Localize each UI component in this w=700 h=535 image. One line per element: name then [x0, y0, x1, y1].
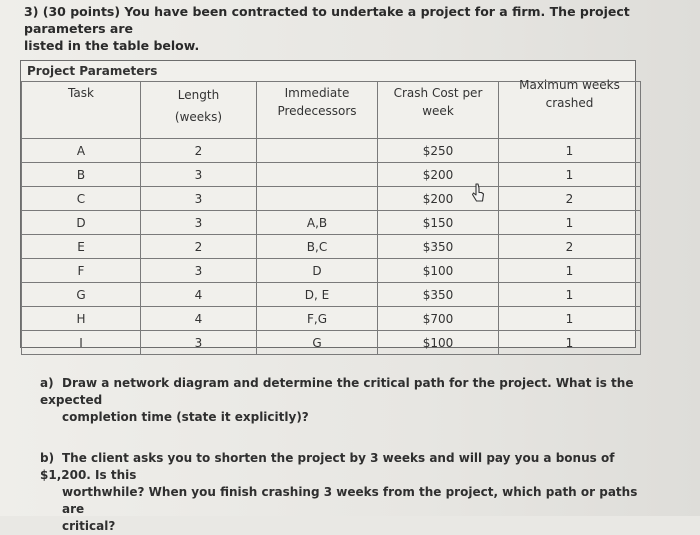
cell-crash-cost: $700 [378, 307, 499, 331]
table-row [22, 163, 641, 187]
cell-max-weeks: 1 [499, 163, 641, 187]
cell-task: E [22, 235, 141, 259]
cell-crash-cost: $200 [378, 187, 499, 211]
cell-task: H [22, 307, 141, 331]
cell-length: 2 [141, 139, 257, 163]
cell-length: 4 [141, 307, 257, 331]
table-row [22, 211, 641, 235]
project-parameters-table [21, 78, 641, 355]
table-row [22, 259, 641, 283]
cell-task: B [22, 163, 141, 187]
part-b-label: b) [40, 451, 55, 465]
table-row [22, 235, 641, 259]
part-a-label: a) [40, 376, 54, 390]
table-row [22, 331, 641, 355]
cell-max-weeks: 2 [499, 187, 641, 211]
cell-length: 2 [141, 235, 257, 259]
cell-task: I [22, 331, 141, 355]
table-row [22, 139, 641, 163]
cell-max-weeks: 1 [499, 211, 641, 235]
cell-predecessors: A,B [257, 211, 378, 235]
part-b-line-3: critical? [62, 519, 116, 533]
cell-task: C [22, 187, 141, 211]
cell-length: 4 [141, 283, 257, 307]
cell-predecessors [257, 187, 378, 211]
cell-crash-cost: $350 [378, 235, 499, 259]
cell-predecessors: D, E [257, 283, 378, 307]
cell-predecessors [257, 139, 378, 163]
part-a-text [40, 375, 640, 426]
cell-length: 3 [141, 211, 257, 235]
cell-task: F [22, 259, 141, 283]
cell-max-weeks: 2 [499, 235, 641, 259]
table-row [22, 307, 641, 331]
cell-max-weeks: 1 [499, 259, 641, 283]
cell-crash-cost: $200 [378, 163, 499, 187]
cell-length: 3 [141, 259, 257, 283]
cell-crash-cost: $250 [378, 139, 499, 163]
question-text [24, 3, 634, 54]
part-b-line-1: The client asks you to shorten the project by 3 weeks and will pay you a bonus of $1,200. Is this [40, 451, 615, 482]
cell-predecessors: G [257, 331, 378, 355]
project-parameters-table-box [20, 60, 636, 348]
question-line-1: 3) (30 points) You have been contracted to undertake a project for a firm. The project parameters are [24, 4, 630, 36]
cell-max-weeks: 1 [499, 331, 641, 355]
part-a-line-2: completion time (state it explicitly)? [62, 410, 309, 424]
table-header-row [22, 82, 641, 139]
cell-length: 3 [141, 187, 257, 211]
header-task: Task [22, 82, 141, 139]
question-line-2: listed in the table below. [24, 38, 200, 53]
part-b-line-2: worthwhile? When you finish crashing 3 weeks from the project, which path or paths are [62, 485, 638, 516]
cell-predecessors: B,C [257, 235, 378, 259]
cell-max-weeks: 1 [499, 307, 641, 331]
cell-max-weeks: 1 [499, 283, 641, 307]
part-b-text [40, 450, 650, 535]
table-row [22, 187, 641, 211]
header-predecessors: Immediate Predecessors [257, 82, 378, 139]
pointer-cursor-icon [470, 183, 486, 203]
header-crash-cost: Crash Cost per week [378, 82, 499, 139]
table-row [22, 283, 641, 307]
cell-predecessors: F,G [257, 307, 378, 331]
header-length: Length (weeks) [141, 82, 257, 139]
cell-max-weeks: 1 [499, 139, 641, 163]
cell-crash-cost: $350 [378, 283, 499, 307]
cell-crash-cost: $100 [378, 331, 499, 355]
cell-task: A [22, 139, 141, 163]
cell-crash-cost: $100 [378, 259, 499, 283]
cell-predecessors: D [257, 259, 378, 283]
table-caption: Project Parameters [27, 64, 158, 78]
cell-length: 3 [141, 331, 257, 355]
cell-task: G [22, 283, 141, 307]
header-max-weeks: Maximum weeks crashed [499, 82, 641, 139]
cell-predecessors [257, 163, 378, 187]
cell-task: D [22, 211, 141, 235]
part-a-line-1: Draw a network diagram and determine the critical path for the project. What is the expected [40, 376, 634, 407]
cell-length: 3 [141, 163, 257, 187]
cell-crash-cost: $150 [378, 211, 499, 235]
